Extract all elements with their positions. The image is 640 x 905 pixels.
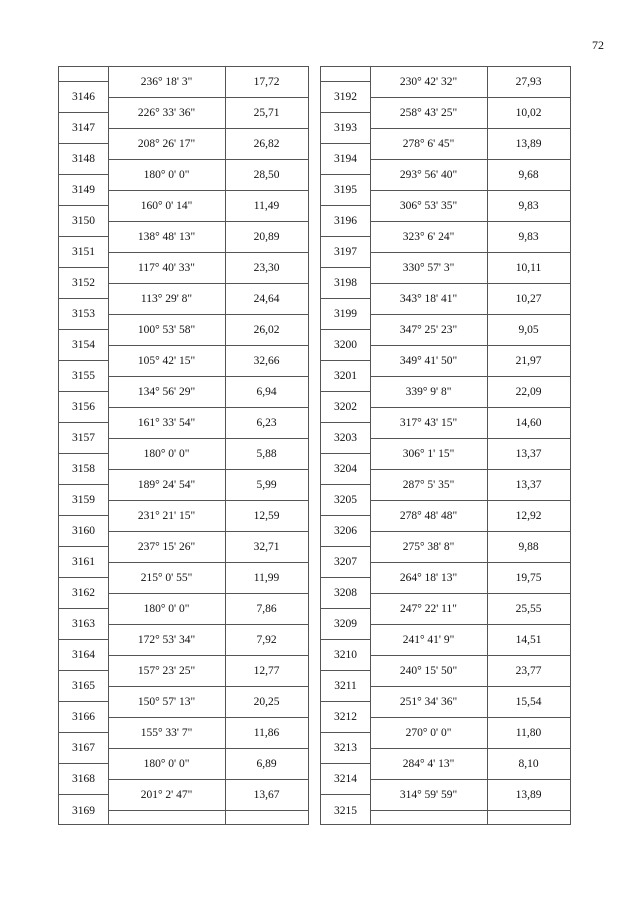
point-number-cell: 3205 bbox=[321, 485, 370, 516]
length-cell: 24,64 bbox=[225, 284, 308, 315]
point-number-cell: 3202 bbox=[321, 392, 370, 423]
angle-cell: 251° 34' 36" bbox=[370, 687, 487, 718]
angle-cell: 339° 9' 8" bbox=[370, 377, 487, 408]
point-number-cell: 3200 bbox=[321, 330, 370, 361]
point-number-cell: 3215 bbox=[334, 804, 357, 817]
point-number-cell: 3213 bbox=[321, 733, 370, 764]
angle-cell: 343° 18' 41" bbox=[370, 284, 487, 315]
length-cell: 15,54 bbox=[487, 687, 570, 718]
angle-cell: 189° 24' 54" bbox=[108, 470, 225, 501]
angle-cell: 317° 43' 15" bbox=[370, 408, 487, 439]
point-number-cell: 3193 bbox=[321, 113, 370, 144]
point-number-cell: 3201 bbox=[321, 361, 370, 392]
length-cell: 10,02 bbox=[487, 98, 570, 129]
point-number-cell: 3150 bbox=[59, 206, 108, 237]
point-number-cell: 3208 bbox=[321, 578, 370, 609]
point-number-cell: 3147 bbox=[59, 113, 108, 144]
length-cell: 9,83 bbox=[487, 191, 570, 222]
length-cell: 11,86 bbox=[225, 718, 308, 749]
length-cell: 7,86 bbox=[225, 594, 308, 625]
point-number-cell: 3203 bbox=[321, 423, 370, 454]
point-number-cell: 3197 bbox=[321, 237, 370, 268]
length-cell: 28,50 bbox=[225, 160, 308, 191]
length-cell: 19,75 bbox=[487, 563, 570, 594]
angle-cell: 105° 42' 15" bbox=[108, 346, 225, 377]
length-cell: 8,10 bbox=[487, 749, 570, 780]
angle-cell: 180° 0' 0" bbox=[108, 749, 225, 780]
angle-cell: 330° 57' 3" bbox=[370, 253, 487, 284]
angle-cell: 180° 0' 0" bbox=[108, 160, 225, 191]
angle-cell: 230° 42' 32" bbox=[370, 67, 487, 98]
point-number-cell: 3152 bbox=[59, 268, 108, 299]
angle-cell: 323° 6' 24" bbox=[370, 222, 487, 253]
angle-cell: 201° 2' 47" bbox=[108, 780, 225, 811]
point-number-cell: 3212 bbox=[321, 702, 370, 733]
length-cell: 25,71 bbox=[225, 98, 308, 129]
point-number-cell: 3168 bbox=[59, 764, 108, 795]
length-cell: 9,83 bbox=[487, 222, 570, 253]
point-number-cell: 3159 bbox=[59, 485, 108, 516]
point-number-cell: 3206 bbox=[321, 516, 370, 547]
length-cell: 6,89 bbox=[225, 749, 308, 780]
length-cell: 9,88 bbox=[487, 532, 570, 563]
point-number-cell: 3166 bbox=[59, 702, 108, 733]
length-cell: 11,49 bbox=[225, 191, 308, 222]
angle-cell: 284° 4' 13" bbox=[370, 749, 487, 780]
point-number-cell: 3160 bbox=[59, 516, 108, 547]
angle-cell: 293° 56' 40" bbox=[370, 160, 487, 191]
length-cell: 27,93 bbox=[487, 67, 570, 98]
angle-cell: 150° 57' 13" bbox=[108, 687, 225, 718]
angle-cell: 157° 23' 25" bbox=[108, 656, 225, 687]
empty-cell bbox=[487, 811, 570, 826]
length-cell: 17,72 bbox=[225, 67, 308, 98]
length-cell: 9,05 bbox=[487, 315, 570, 346]
length-cell: 32,71 bbox=[225, 532, 308, 563]
length-cell: 20,89 bbox=[225, 222, 308, 253]
length-cell: 23,77 bbox=[487, 656, 570, 687]
length-cell: 26,82 bbox=[225, 129, 308, 160]
length-cell: 11,99 bbox=[225, 563, 308, 594]
angle-cell: 287° 5' 35" bbox=[370, 470, 487, 501]
point-number-cell: 3196 bbox=[321, 206, 370, 237]
length-cell: 10,27 bbox=[487, 284, 570, 315]
length-cell: 13,37 bbox=[487, 470, 570, 501]
length-cell: 22,09 bbox=[487, 377, 570, 408]
length-cell: 13,67 bbox=[225, 780, 308, 811]
point-number-cell: 3161 bbox=[59, 547, 108, 578]
angle-cell: 237° 15' 26" bbox=[108, 532, 225, 563]
right-coordinate-table bbox=[320, 66, 571, 825]
length-cell: 13,37 bbox=[487, 439, 570, 470]
angle-cell: 231° 21' 15" bbox=[108, 501, 225, 532]
length-cell: 13,89 bbox=[487, 780, 570, 811]
angle-cell: 117° 40' 33" bbox=[108, 253, 225, 284]
angle-cell: 180° 0' 0" bbox=[108, 439, 225, 470]
length-cell: 13,89 bbox=[487, 129, 570, 160]
empty-cell bbox=[225, 811, 308, 826]
length-cell: 5,99 bbox=[225, 470, 308, 501]
length-cell: 12,59 bbox=[225, 501, 308, 532]
angle-cell: 258° 43' 25" bbox=[370, 98, 487, 129]
left-coordinate-table bbox=[58, 66, 309, 825]
length-cell: 6,23 bbox=[225, 408, 308, 439]
angle-cell: 160° 0' 14" bbox=[108, 191, 225, 222]
point-number-cell: 3194 bbox=[321, 144, 370, 175]
length-cell: 14,51 bbox=[487, 625, 570, 656]
angle-cell: 226° 33' 36" bbox=[108, 98, 225, 129]
empty-cell bbox=[370, 811, 487, 826]
angle-cell: 306° 53' 35" bbox=[370, 191, 487, 222]
point-number-cell: 3211 bbox=[321, 671, 370, 702]
point-number-cell: 3164 bbox=[59, 640, 108, 671]
point-number-cell: 3204 bbox=[321, 454, 370, 485]
angle-cell: 236° 18' 3" bbox=[108, 67, 225, 98]
length-cell: 23,30 bbox=[225, 253, 308, 284]
point-number-cell: 3148 bbox=[59, 144, 108, 175]
angle-cell: 275° 38' 8" bbox=[370, 532, 487, 563]
angle-cell: 270° 0' 0" bbox=[370, 718, 487, 749]
length-cell: 14,60 bbox=[487, 408, 570, 439]
point-number-cell: 3163 bbox=[59, 609, 108, 640]
point-number-cell: 3151 bbox=[59, 237, 108, 268]
length-cell: 25,55 bbox=[487, 594, 570, 625]
point-number-cell: 3209 bbox=[321, 609, 370, 640]
angle-cell: 134° 56' 29" bbox=[108, 377, 225, 408]
angle-cell: 240° 15' 50" bbox=[370, 656, 487, 687]
point-number-cell: 3146 bbox=[59, 82, 108, 113]
length-cell: 9,68 bbox=[487, 160, 570, 191]
left-table-rows bbox=[59, 67, 308, 824]
angle-cell: 241° 41' 9" bbox=[370, 625, 487, 656]
length-cell: 12,92 bbox=[487, 501, 570, 532]
angle-cell: 314° 59' 59" bbox=[370, 780, 487, 811]
point-number-cell: 3199 bbox=[321, 299, 370, 330]
point-number-cell: 3156 bbox=[59, 392, 108, 423]
length-cell: 10,11 bbox=[487, 253, 570, 284]
angle-cell: 161° 33' 54" bbox=[108, 408, 225, 439]
point-number-cell: 3155 bbox=[59, 361, 108, 392]
point-number-cell: 3192 bbox=[321, 82, 370, 113]
point-number-cell: 3214 bbox=[321, 764, 370, 795]
point-number-cell: 3198 bbox=[321, 268, 370, 299]
point-number-cell: 3207 bbox=[321, 547, 370, 578]
length-cell: 5,88 bbox=[225, 439, 308, 470]
length-cell: 6,94 bbox=[225, 377, 308, 408]
angle-cell: 349° 41' 50" bbox=[370, 346, 487, 377]
point-number-cell: 3167 bbox=[59, 733, 108, 764]
point-number-cell: 3149 bbox=[59, 175, 108, 206]
length-cell: 26,02 bbox=[225, 315, 308, 346]
point-number-cell: 3153 bbox=[59, 299, 108, 330]
angle-cell: 172° 53' 34" bbox=[108, 625, 225, 656]
point-number-cell bbox=[59, 67, 108, 82]
point-number-cell: 3157 bbox=[59, 423, 108, 454]
angle-cell: 347° 25' 23" bbox=[370, 315, 487, 346]
point-number-cell: 3158 bbox=[59, 454, 108, 485]
right-table-rows bbox=[321, 67, 570, 824]
length-cell: 11,80 bbox=[487, 718, 570, 749]
point-number-cell: 3210 bbox=[321, 640, 370, 671]
angle-cell: 100° 53' 58" bbox=[108, 315, 225, 346]
angle-cell: 278° 48' 48" bbox=[370, 501, 487, 532]
angle-cell: 113° 29' 8" bbox=[108, 284, 225, 315]
length-cell: 7,92 bbox=[225, 625, 308, 656]
angle-cell: 138° 48' 13" bbox=[108, 222, 225, 253]
angle-cell: 264° 18' 13" bbox=[370, 563, 487, 594]
point-number-cell: 3165 bbox=[59, 671, 108, 702]
point-number-cell: 3195 bbox=[321, 175, 370, 206]
point-number-cell bbox=[321, 67, 370, 82]
angle-cell: 180° 0' 0" bbox=[108, 594, 225, 625]
angle-cell: 208° 26' 17" bbox=[108, 129, 225, 160]
length-cell: 12,77 bbox=[225, 656, 308, 687]
angle-cell: 278° 6' 45" bbox=[370, 129, 487, 160]
point-number-cell: 3169 bbox=[72, 804, 95, 817]
point-number-cell: 3162 bbox=[59, 578, 108, 609]
angle-cell: 306° 1' 15" bbox=[370, 439, 487, 470]
angle-cell: 215° 0' 55" bbox=[108, 563, 225, 594]
page-number: 72 bbox=[592, 38, 604, 52]
length-cell: 21,97 bbox=[487, 346, 570, 377]
length-cell: 20,25 bbox=[225, 687, 308, 718]
empty-cell bbox=[108, 811, 225, 826]
angle-cell: 155° 33' 7" bbox=[108, 718, 225, 749]
length-cell: 32,66 bbox=[225, 346, 308, 377]
angle-cell: 247° 22' 11" bbox=[370, 594, 487, 625]
point-number-cell: 3154 bbox=[59, 330, 108, 361]
